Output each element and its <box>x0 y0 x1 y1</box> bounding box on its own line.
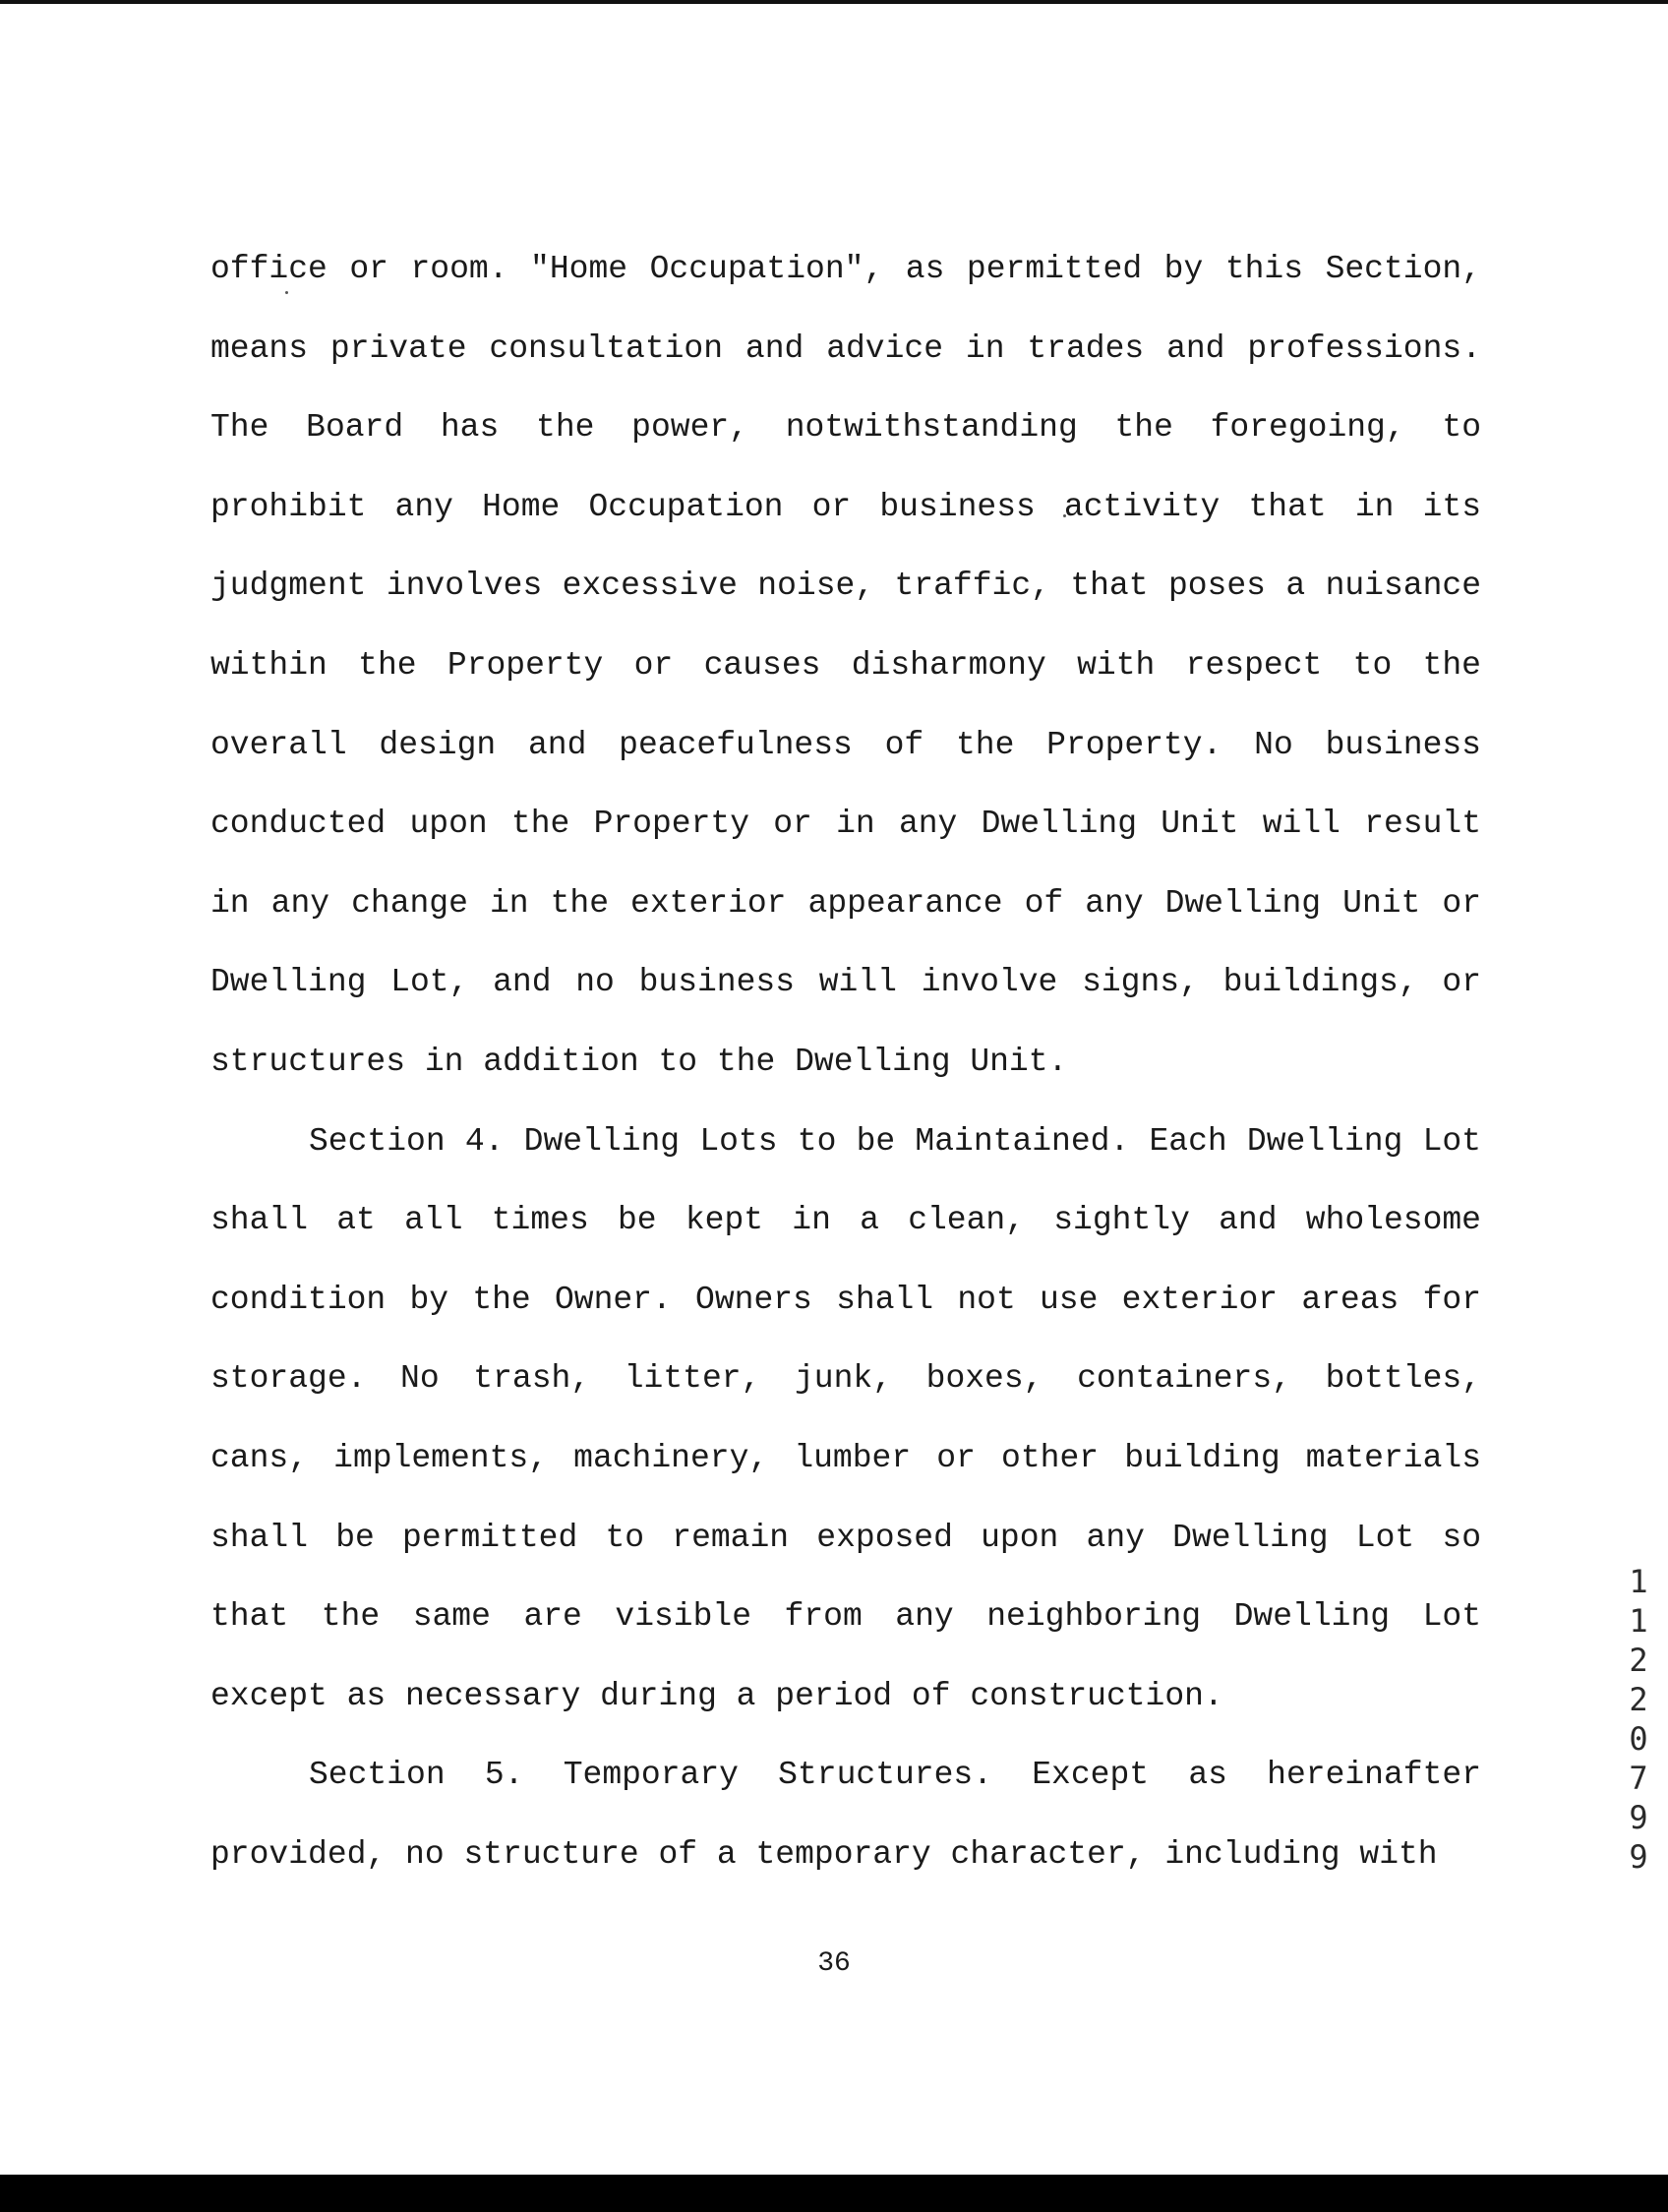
paragraph-home-occupation: office or room. "Home Occupation", as permitted by this Section, means private consultation and advice in trades and professions. The Board has the power, notwithstanding the foregoing, to prohibit any Home Occupation or business activity that in its judgment involves excessive noise, traffic, that poses a nuisance within the Property or causes disharmony with respect to the overall design and peacefulness of the Property. No business conducted upon the Property or in any Dwelling Unit will result in any change in the exterior appearance of any Dwelling Unit or Dwelling Lot, and no business will involve signs, buildings, or structures in addition to the Dwelling Unit. <box>210 251 1481 1080</box>
page-number: 36 <box>817 1948 851 1979</box>
document-number-stamp: 1 1 2 2 0 7 9 9 <box>1629 1563 1648 1876</box>
scan-edge-bottom <box>0 2175 1668 2212</box>
scan-edge-top <box>0 0 1668 4</box>
body-text <box>210 230 1481 1894</box>
paragraph-section-5: Section 5. Temporary Structures. Except as hereinafter provided, no structure of a temporary character, including with <box>210 1757 1481 1873</box>
paragraph-section-4: Section 4. Dwelling Lots to be Maintained. Each Dwelling Lot shall at all times be kept in a clean, sightly and wholesome condition by the Owner. Owners shall not use exterior areas for storage. No trash, litter, junk, boxes, containers, bottles, cans, implements, machinery, lumber or other building materials shall be permitted to remain exposed upon any Dwelling Lot so that the same are visible from any neighboring Dwelling Lot except as necessary during a period of construction. <box>210 1122 1481 1714</box>
